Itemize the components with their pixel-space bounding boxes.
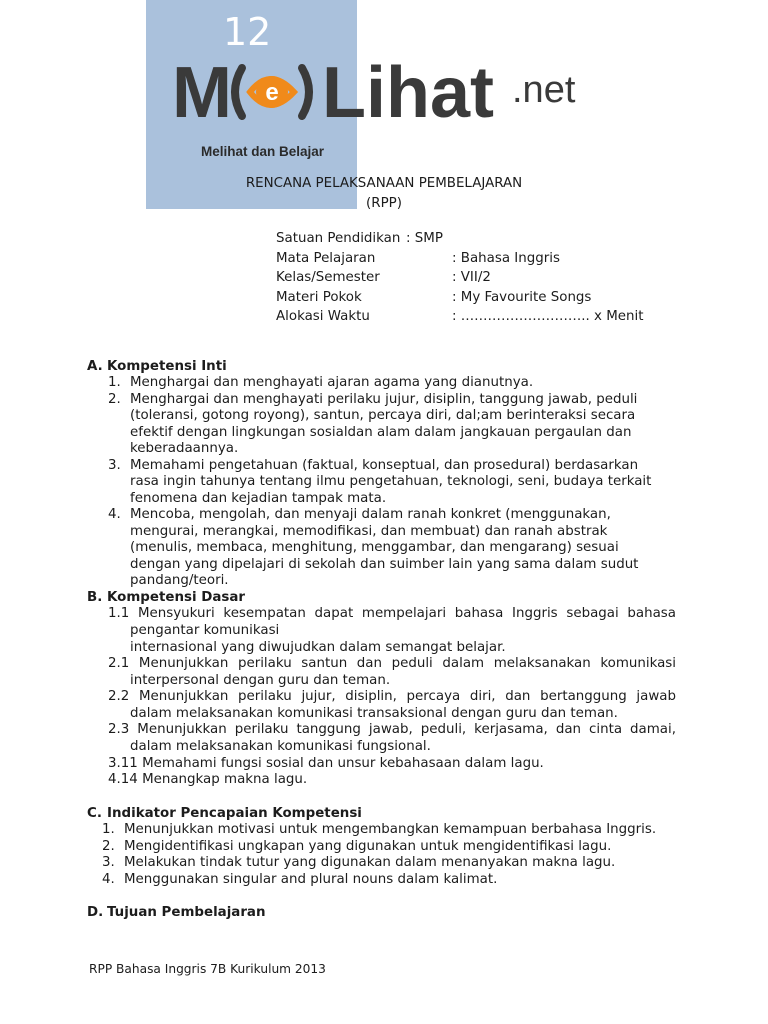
info-value: : Bahasa Inggris [452,251,560,266]
logo-domain-net: .net [512,69,576,111]
list-text-continued: fenomena dan kejadian tampak mata. [130,491,387,506]
info-label: Kelas/Semester [276,270,380,285]
info-value: : My Favourite Songs [452,290,592,305]
list-text-continued: dengan yang dipelajari di sekolah dan suimber lain yang sama dalam sudut [130,557,639,572]
section-b-heading [87,590,245,605]
list-text: Menghargai dan menghayati ajaran agama yang dianutnya. [130,375,534,390]
list-text-continued: rasa ingin tahunya tentang ilmu pengetahuan, teknologi, seni, budaya terkait [130,474,652,489]
page-number: 12 [223,10,272,54]
competency-item: 1.1 Mensyukuri kesempatan dapat mempelajari bahasa Inggris sebagai bahasa [108,606,676,621]
list-number: 3. [102,855,115,870]
list-text-continued: (menulis, membaca, menghitung, menggambar, dan mengarang) sesuai [130,540,619,555]
eye-logo-icon [235,68,309,116]
info-value: : VII/2 [452,270,491,285]
section-c-heading [87,806,362,821]
competency-item: 3.11 Memahami fungsi sosial dan unsur kebahasaan dalam lagu. [108,756,544,771]
logo-word-lihat: Lihat [322,53,494,132]
info-label: Satuan Pendidikan [276,231,401,246]
page-footer: RPP Bahasa Inggris 7B Kurikulum 2013 [89,962,326,976]
info-label: Materi Pokok [276,290,362,305]
list-text: Mengidentifikasi ungkapan yang digunakan untuk mengidentifikasi lagu. [124,839,612,854]
document-title: RENCANA PELAKSANAAN PEMBELAJARAN [245,176,523,191]
list-text: Memahami pengetahuan (faktual, konseptual, dan prosedural) berdasarkan [130,458,639,473]
list-text-continued: mengurai, merangkai, memodifikasi, dan membuat) dan ranah abstrak [130,524,608,539]
list-number: 3. [108,458,121,473]
list-text: Mencoba, mengolah, dan menyaji dalam ranah konkret (menggunakan, [130,507,611,522]
document-subtitle: (RPP) [366,196,402,211]
competency-item: 2.2 Menunjukkan perilaku jujur, disiplin, percaya diri, dan bertanggung jawab [108,689,676,704]
section-letter: C. [87,806,102,821]
melihat-logo [172,52,602,132]
competency-item: 4.14 Menangkap makna lagu. [108,772,308,787]
list-number: 4. [102,872,115,887]
section-letter: A. [87,359,103,374]
info-value: : SMP [406,231,443,246]
section-letter: D. [87,905,104,920]
info-label: Alokasi Waktu [276,309,370,324]
list-number: 1. [108,375,121,390]
logo-letter-m: M [172,53,232,132]
list-text-continued: keberadaannya. [130,441,239,456]
section-title: Kompetensi Dasar [107,590,245,605]
list-text: Menghargai dan menghayati perilaku jujur, disiplin, tanggung jawab, peduli [130,392,638,407]
competency-text-continued: dalam melaksanakan komunikasi fungsional. [130,739,431,754]
list-text: Menunjukkan motivasi untuk mengembangkan kemampuan berbahasa Inggris. [124,822,657,837]
list-text: Melakukan tindak tutur yang digunakan dalam menanyakan makna lagu. [124,855,616,870]
section-title: Kompetensi Inti [107,359,227,374]
section-title: Tujuan Pembelajaran [107,905,266,920]
list-text-continued: pandang/teori. [130,573,229,588]
list-number: 2. [102,839,115,854]
list-text-continued: efektif dengan lingkungan sosialdan alam dalam jangkauan pergaulan dan [130,425,632,440]
competency-text-continued: internasional yang diwujudkan dalam semangat belajar. [130,640,506,655]
competency-item: 2.1 Menunjukkan perilaku santun dan peduli dalam melaksanakan komunikasi [108,656,676,671]
section-d-heading [87,905,266,920]
info-label: Mata Pelajaran [276,251,376,266]
list-number: 1. [102,822,115,837]
competency-text-continued: interpersonal dengan guru dan teman. [130,673,391,688]
list-number: 4. [108,507,121,522]
section-a-heading [87,359,227,374]
list-text-continued: (toleransi, gotong royong), santun, percaya diri, dal;am berinteraksi secara [130,408,636,423]
competency-text-continued: dalam melaksanakan komunikasi transaksional dengan guru dan teman. [130,706,618,721]
section-title: Indikator Pencapaian Kompetensi [107,806,362,821]
section-letter: B. [87,590,103,605]
logo-letter-e: e [265,79,279,106]
info-value: : ……………………….. x Menit [452,309,644,324]
competency-item: 2.3 Menunjukkan perilaku tanggung jawab, peduli, kerjasama, dan cinta damai, [108,722,676,737]
list-number: 2. [108,392,121,407]
competency-text-continued: pengantar komunikasi [130,623,280,638]
logo-tagline: Melihat dan Belajar [201,144,325,159]
list-text: Menggunakan singular and plural nouns dalam kalimat. [124,872,498,887]
